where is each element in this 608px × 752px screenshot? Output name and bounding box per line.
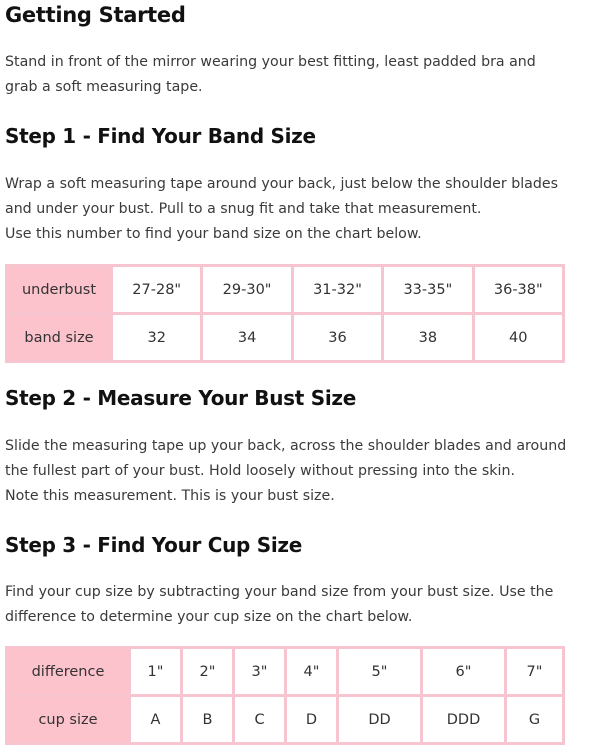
table-cell: 2"	[182, 648, 234, 696]
table-cell: A	[130, 696, 182, 744]
text-line: Slide the measuring tape up your back, across the shoulder blades and around	[5, 438, 567, 454]
text-line: Note this measurement. This is your bust size.	[5, 488, 335, 504]
table-cell: 5"	[338, 648, 422, 696]
table-cell: 6"	[422, 648, 506, 696]
table-cell: 36	[292, 314, 382, 362]
step3-heading: Step 3 - Find Your Cup Size	[5, 533, 302, 557]
text-line: and under your bust. Pull to a snug fit and take that measurement.	[5, 201, 482, 217]
table-cell: 7"	[506, 648, 564, 696]
step1-heading: Step 1 - Find Your Band Size	[5, 124, 316, 148]
text-line: grab a soft measuring tape.	[5, 79, 203, 95]
step1-text	[5, 172, 605, 247]
getting-started-heading: Getting Started	[5, 3, 186, 27]
table-cell: 4"	[286, 648, 338, 696]
step3-text	[5, 580, 605, 630]
table-row	[7, 648, 564, 696]
table-row	[7, 314, 564, 362]
text-line: Find your cup size by subtracting your band size from your bust size. Use the	[5, 584, 554, 600]
step2-heading: Step 2 - Measure Your Bust Size	[5, 386, 356, 410]
row-label-underbust: underbust	[7, 266, 112, 314]
table-row	[7, 266, 564, 314]
cup-size-table	[5, 646, 565, 745]
table-cell: DDD	[422, 696, 506, 744]
table-cell: 33-35"	[383, 266, 473, 314]
table-cell: B	[182, 696, 234, 744]
text-line: Use this number to find your band size on the chart below.	[5, 226, 422, 242]
table-cell: 38	[383, 314, 473, 362]
table-cell: 32	[112, 314, 202, 362]
row-label-difference: difference	[7, 648, 130, 696]
table-cell: 36-38"	[473, 266, 563, 314]
text-line: Wrap a soft measuring tape around your back, just below the shoulder blades	[5, 176, 558, 192]
table-cell: 34	[202, 314, 292, 362]
table-cell: 3"	[234, 648, 286, 696]
text-line: Stand in front of the mirror wearing your best fitting, least padded bra and	[5, 54, 536, 70]
text-line: the fullest part of your bust. Hold loosely without pressing into the skin.	[5, 463, 515, 479]
step2-text	[5, 434, 605, 509]
table-cell: 27-28"	[112, 266, 202, 314]
getting-started-text	[5, 50, 605, 100]
table-cell: 31-32"	[292, 266, 382, 314]
table-row	[7, 696, 564, 744]
table-cell: 40	[473, 314, 563, 362]
text-line: difference to determine your cup size on the chart below.	[5, 609, 413, 625]
band-size-table	[5, 264, 565, 363]
table-cell: D	[286, 696, 338, 744]
row-label-band-size: band size	[7, 314, 112, 362]
table-cell: 29-30"	[202, 266, 292, 314]
row-label-cup-size: cup size	[7, 696, 130, 744]
table-cell: DD	[338, 696, 422, 744]
table-cell: G	[506, 696, 564, 744]
table-cell: C	[234, 696, 286, 744]
table-cell: 1"	[130, 648, 182, 696]
